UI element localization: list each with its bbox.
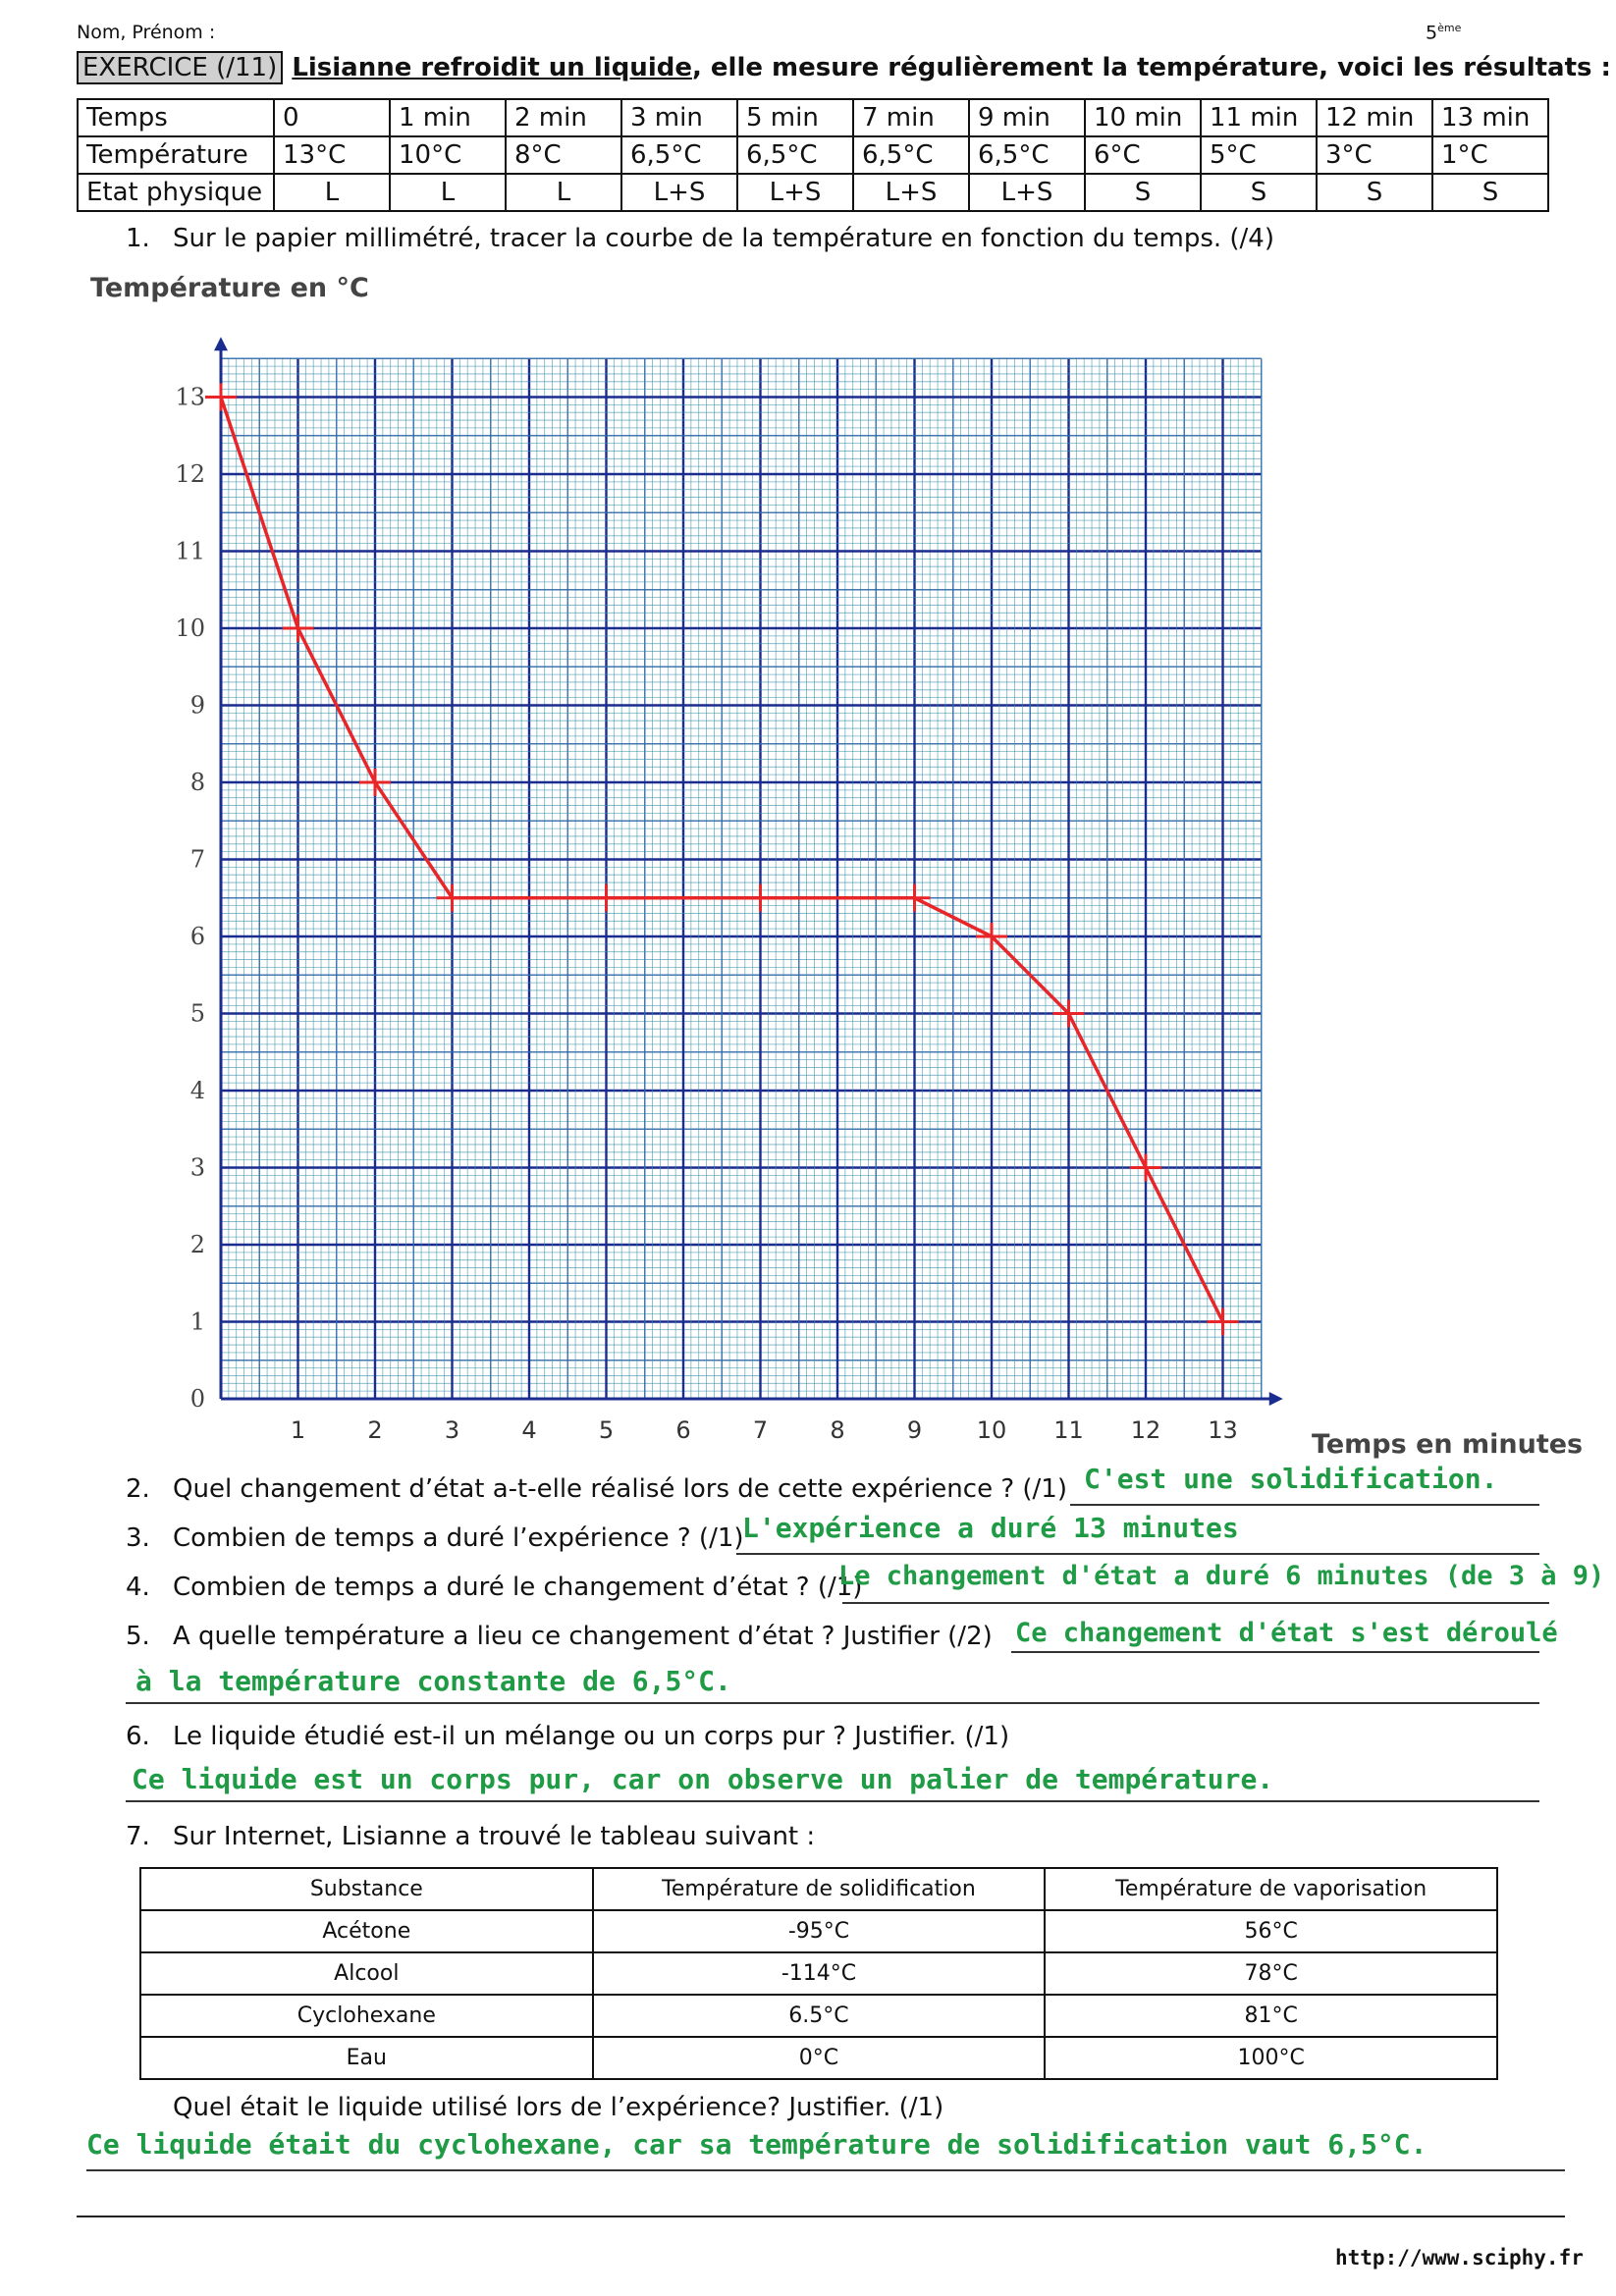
table-row bbox=[140, 2037, 1497, 2079]
state-cell: L bbox=[506, 174, 621, 211]
answer-5-line-2: à la température constante de 6,5°C. bbox=[135, 1665, 731, 1697]
data-point-marker bbox=[1130, 1154, 1161, 1182]
temperature-cell: 6°C bbox=[1085, 136, 1201, 174]
solidification-cell: 6.5°C bbox=[593, 1995, 1046, 2037]
answer-line bbox=[1011, 1651, 1539, 1653]
y-tick-label: 2 bbox=[189, 1231, 205, 1258]
x-tick-label: 2 bbox=[367, 1416, 383, 1444]
substances-table bbox=[139, 1867, 1498, 2080]
solidification-cell: 0°C bbox=[593, 2037, 1046, 2079]
y-tick-label: 10 bbox=[175, 614, 205, 642]
name-label: Nom, Prénom : bbox=[77, 22, 216, 43]
data-point-marker bbox=[745, 884, 777, 912]
data-point-marker bbox=[283, 614, 314, 642]
question-2: 2. Quel changement d’état a-t-elle réalisé lors de cette expérience ? (/1) bbox=[126, 1474, 1067, 1504]
header-cell: Température de solidification bbox=[593, 1868, 1046, 1910]
y-axis-label: Température en °C bbox=[90, 273, 369, 303]
question-5: 5. A quelle température a lieu ce changement d’état ? Justifier (/2) bbox=[126, 1622, 993, 1651]
substance-cell: Acétone bbox=[140, 1910, 593, 1952]
state-cell: S bbox=[1317, 174, 1432, 211]
state-cell: L+S bbox=[853, 174, 969, 211]
row-label: Température bbox=[78, 136, 274, 174]
answer-line bbox=[736, 1553, 1539, 1555]
temperature-cell: 3°C bbox=[1317, 136, 1432, 174]
temperature-cell: 6,5°C bbox=[853, 136, 969, 174]
y-tick-label: 5 bbox=[189, 999, 205, 1028]
state-cell: L+S bbox=[737, 174, 853, 211]
table-row bbox=[140, 1910, 1497, 1952]
x-tick-label: 8 bbox=[830, 1416, 845, 1444]
temperature-cell: 6,5°C bbox=[737, 136, 853, 174]
temperature-cell: 5°C bbox=[1201, 136, 1317, 174]
substance-cell: Cyclohexane bbox=[140, 1995, 593, 2037]
data-point-marker bbox=[437, 884, 468, 912]
temperature-cell: 8°C bbox=[506, 136, 621, 174]
header-cell: Température de vaporisation bbox=[1045, 1868, 1497, 1910]
table-row bbox=[140, 1952, 1497, 1995]
temperature-cell: 13°C bbox=[274, 136, 390, 174]
x-tick-label: 9 bbox=[906, 1416, 923, 1444]
x-tick-label: 4 bbox=[521, 1416, 537, 1444]
state-cell: L+S bbox=[969, 174, 1085, 211]
vaporisation-cell: 100°C bbox=[1045, 2037, 1497, 2079]
state-cell: L bbox=[274, 174, 390, 211]
question-4: 4. Combien de temps a duré le changement d’état ? (/1) bbox=[126, 1573, 863, 1602]
time-cell: 12 min bbox=[1317, 99, 1432, 136]
question-1: 1. Sur le papier millimétré, tracer la courbe de la température en fonction du temps. (/4) bbox=[126, 224, 1274, 253]
x-tick-label: 10 bbox=[976, 1416, 1007, 1444]
exercise-tag: EXERCICE (/11) bbox=[77, 51, 283, 84]
exercise-title-underlined: Lisianne refroidit un liquide bbox=[292, 53, 692, 82]
time-cell: 1 min bbox=[390, 99, 506, 136]
table-row bbox=[78, 174, 1548, 211]
y-tick-label: 1 bbox=[189, 1308, 205, 1336]
y-tick-label: 12 bbox=[175, 460, 205, 488]
time-cell: 10 min bbox=[1085, 99, 1201, 136]
x-tick-label: 6 bbox=[675, 1416, 691, 1444]
graph-paper-grid bbox=[221, 358, 1262, 1399]
footer-divider bbox=[77, 2216, 1565, 2217]
state-cell: S bbox=[1201, 174, 1317, 211]
x-tick-label: 12 bbox=[1130, 1416, 1161, 1444]
x-tick-label: 7 bbox=[752, 1416, 769, 1444]
time-cell: 9 min bbox=[969, 99, 1085, 136]
question-7-followup: Quel était le liquide utilisé lors de l’expérience? Justifier. (/1) bbox=[173, 2093, 944, 2122]
answer-4: Le changement d'état a duré 6 minutes (de 3 à 9) bbox=[838, 1561, 1605, 1591]
header-cell: Substance bbox=[140, 1868, 593, 1910]
y-tick-label: 8 bbox=[189, 769, 205, 796]
y-tick-label: 13 bbox=[175, 383, 205, 411]
exercise-title: EXERCICE (/11) Lisianne refroidit un liquide, elle mesure régulièrement la température, voici les résultats : bbox=[77, 53, 1611, 82]
vaporisation-cell: 78°C bbox=[1045, 1952, 1497, 1995]
x-tick-label: 5 bbox=[598, 1416, 615, 1444]
table-row bbox=[78, 136, 1548, 174]
x-tick-label: 13 bbox=[1208, 1416, 1238, 1444]
y-tick-label: 6 bbox=[189, 923, 205, 950]
answer-line bbox=[842, 1602, 1549, 1604]
time-cell: 7 min bbox=[853, 99, 969, 136]
state-cell: S bbox=[1432, 174, 1548, 211]
table-row bbox=[140, 1868, 1497, 1910]
table-row bbox=[140, 1995, 1497, 2037]
solidification-cell: -95°C bbox=[593, 1910, 1046, 1952]
temperature-cell: 10°C bbox=[390, 136, 506, 174]
state-cell: L+S bbox=[621, 174, 737, 211]
answer-3: L'expérience a duré 13 minutes bbox=[742, 1512, 1239, 1544]
temperature-cell: 6,5°C bbox=[969, 136, 1085, 174]
time-cell: 13 min bbox=[1432, 99, 1548, 136]
data-point-marker bbox=[591, 884, 622, 912]
solidification-cell: -114°C bbox=[593, 1952, 1046, 1995]
time-cell: 11 min bbox=[1201, 99, 1317, 136]
x-axis-arrow bbox=[1269, 1392, 1283, 1406]
temperature-chart bbox=[77, 257, 1584, 1465]
answer-line bbox=[1070, 1504, 1539, 1506]
data-point-marker bbox=[205, 384, 237, 411]
x-tick-label: 3 bbox=[444, 1416, 460, 1444]
vaporisation-cell: 81°C bbox=[1045, 1995, 1497, 2037]
substance-cell: Alcool bbox=[140, 1952, 593, 1995]
answer-line bbox=[126, 1702, 1539, 1704]
footer-url: http://www.sciphy.fr bbox=[1335, 2246, 1584, 2269]
y-tick-label: 0 bbox=[189, 1385, 205, 1413]
x-tick-label: 11 bbox=[1053, 1416, 1084, 1444]
answer-line bbox=[86, 2169, 1565, 2171]
state-cell: L bbox=[390, 174, 506, 211]
answer-6: Ce liquide est un corps pur, car on observe un palier de température. bbox=[132, 1763, 1274, 1795]
state-cell: S bbox=[1085, 174, 1201, 211]
question-7: 7. Sur Internet, Lisianne a trouvé le tableau suivant : bbox=[126, 1822, 816, 1851]
data-point-marker bbox=[899, 884, 931, 912]
answer-7: Ce liquide était du cyclohexane, car sa température de solidification vaut 6,5°C. bbox=[86, 2128, 1427, 2161]
y-tick-label: 4 bbox=[189, 1077, 205, 1104]
y-tick-label: 11 bbox=[175, 537, 205, 565]
temperature-cell: 6,5°C bbox=[621, 136, 737, 174]
time-cell: 0 bbox=[274, 99, 390, 136]
x-tick-label: 1 bbox=[290, 1416, 306, 1444]
time-cell: 2 min bbox=[506, 99, 621, 136]
y-tick-label: 9 bbox=[189, 691, 205, 720]
time-cell: 3 min bbox=[621, 99, 737, 136]
x-axis-label: Temps en minutes bbox=[1312, 1429, 1584, 1460]
answer-line bbox=[126, 1800, 1539, 1802]
answer-5-line-1: Ce changement d'état s'est déroulé bbox=[1015, 1618, 1558, 1648]
row-label: Etat physique bbox=[78, 174, 274, 211]
y-axis-arrow bbox=[214, 337, 228, 350]
temperature-cell: 1°C bbox=[1432, 136, 1548, 174]
answer-2: C'est une solidification. bbox=[1084, 1463, 1498, 1495]
row-label: Temps bbox=[78, 99, 274, 136]
y-tick-label: 7 bbox=[189, 845, 205, 874]
question-3: 3. Combien de temps a duré l’expérience ? (/1) bbox=[126, 1523, 744, 1553]
vaporisation-cell: 56°C bbox=[1045, 1910, 1497, 1952]
data-point-marker bbox=[1208, 1308, 1239, 1336]
data-point-marker bbox=[359, 769, 391, 796]
grade-label: 5ème bbox=[1426, 22, 1462, 44]
table-row bbox=[78, 99, 1548, 136]
question-6: 6. Le liquide étudié est-il un mélange ou un corps pur ? Justifier. (/1) bbox=[126, 1722, 1010, 1751]
time-cell: 5 min bbox=[737, 99, 853, 136]
substance-cell: Eau bbox=[140, 2037, 593, 2079]
y-tick-label: 3 bbox=[189, 1153, 205, 1182]
measurements-table bbox=[77, 98, 1549, 212]
